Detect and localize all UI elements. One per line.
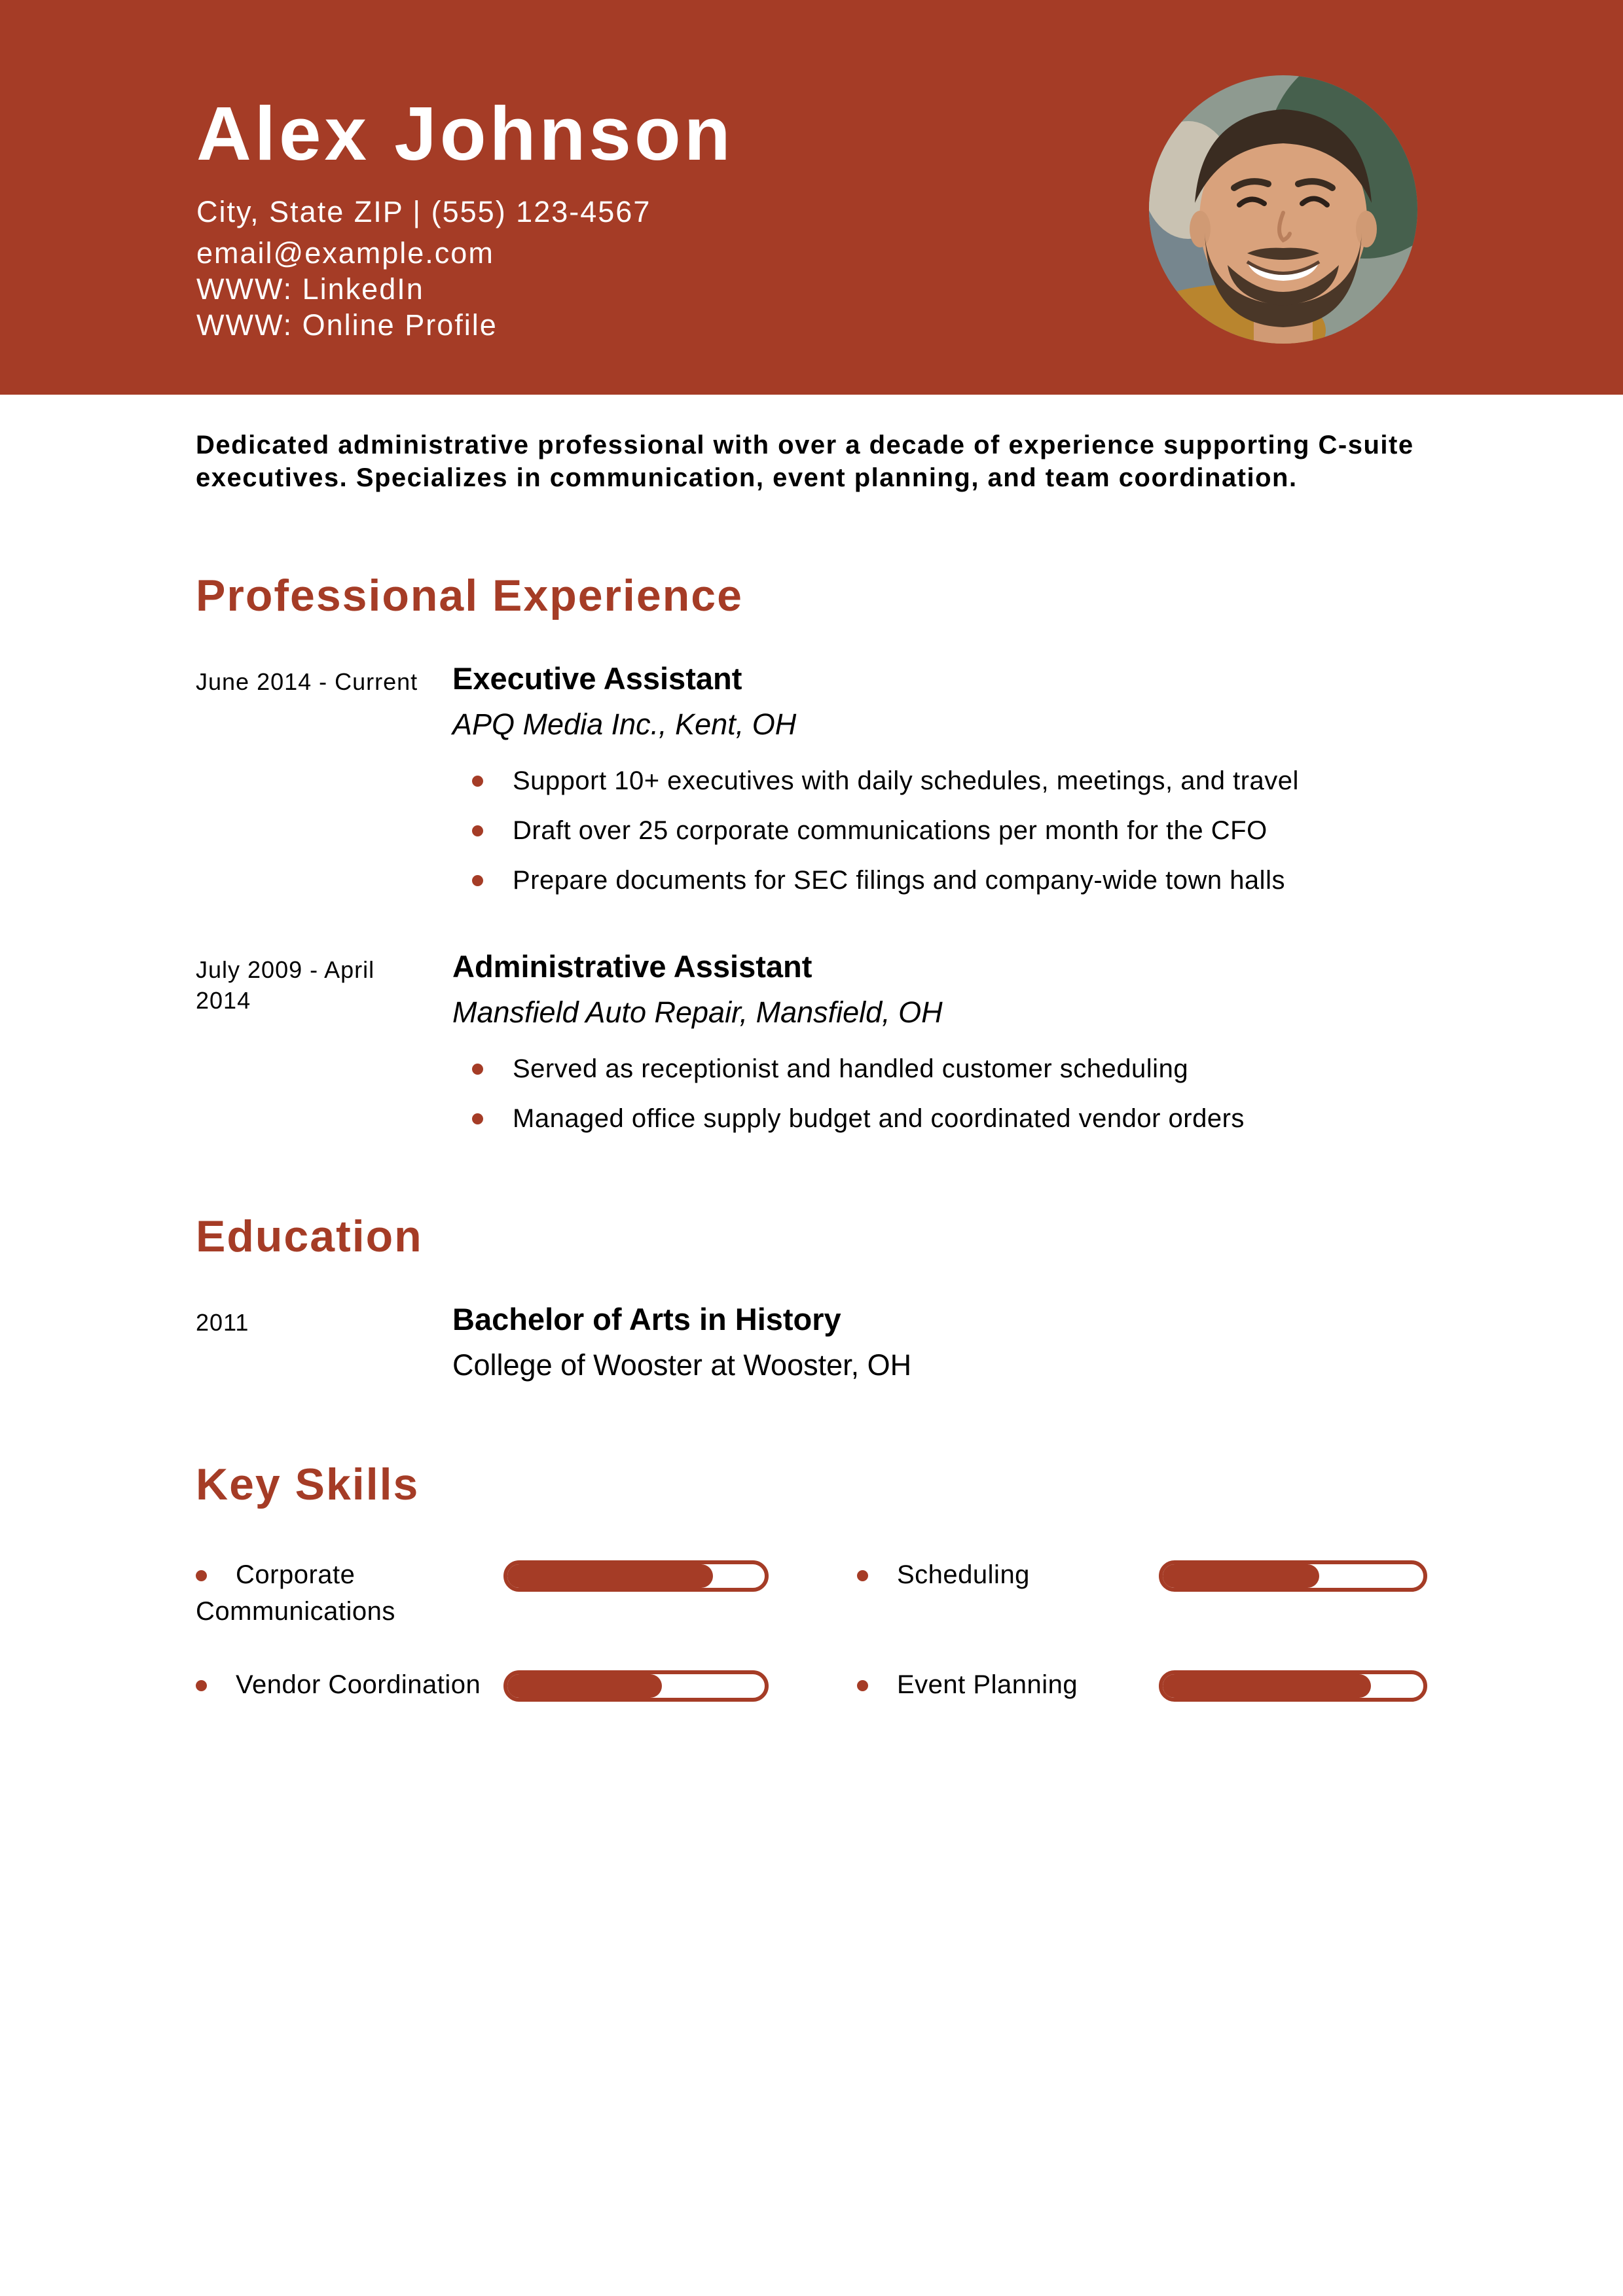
skills-grid <box>196 1556 1427 1703</box>
bullet-icon <box>196 1680 207 1691</box>
section-heading-experience: Professional Experience <box>196 571 743 620</box>
job-bullet <box>452 1102 1344 1135</box>
job-entry <box>196 949 1427 1135</box>
skill-label <box>769 1666 1159 1703</box>
job-bullet-text: Draft over 25 corporate communications per month for the CFO <box>513 816 1267 845</box>
bullet-icon <box>472 1064 483 1075</box>
skill-label-text: Corporate Communications <box>196 1560 395 1626</box>
education-degree: Bachelor of Arts in History <box>452 1301 841 1336</box>
skill-bar-fill <box>507 1564 713 1588</box>
contact-line-online-profile: WWW: Online Profile <box>196 308 498 342</box>
job-details <box>452 949 1427 1135</box>
skill-bar <box>503 1560 769 1592</box>
skill-bar-fill <box>1163 1674 1371 1698</box>
section-heading-skills: Key Skills <box>196 1459 420 1509</box>
job-bullet-text: Managed office supply budget and coordinated vendor orders <box>513 1103 1245 1133</box>
skill-label <box>769 1556 1159 1593</box>
bullet-icon <box>857 1680 868 1691</box>
job-bullet-text: Served as receptionist and handled customer scheduling <box>513 1054 1189 1083</box>
education-school: College of Wooster at Wooster, OH <box>452 1348 912 1382</box>
job-dates: July 2009 - April 2014 <box>196 956 375 1014</box>
education-year: 2011 <box>196 1308 249 1336</box>
bullet-icon <box>472 825 483 836</box>
job-bullet-text: Prepare documents for SEC filings and company-wide town halls <box>513 865 1285 895</box>
job-title: Administrative Assistant <box>452 948 812 984</box>
job-bullet <box>452 764 1344 797</box>
job-dates: June 2014 - Current <box>196 668 418 695</box>
skill-bar <box>503 1670 769 1702</box>
job-details <box>452 661 1427 897</box>
job-bullet-list <box>452 1052 1427 1135</box>
skill-label-text: Vendor Coordination <box>236 1670 481 1699</box>
skill-label <box>196 1556 503 1630</box>
job-bullet-text: Support 10+ executives with daily schedules, meetings, and travel <box>513 766 1299 795</box>
bullet-icon <box>472 875 483 886</box>
skill-bar <box>1159 1560 1427 1592</box>
bullet-icon <box>196 1570 207 1581</box>
contact-line-email: email@example.com <box>196 236 494 270</box>
skill-bar <box>1159 1670 1427 1702</box>
job-bullet <box>452 1052 1344 1085</box>
job-bullet <box>452 864 1344 897</box>
skill-bar-fill <box>1163 1564 1319 1588</box>
header-band <box>0 0 1623 395</box>
section-heading-education: Education <box>196 1211 423 1261</box>
job-entry <box>196 661 1427 897</box>
education-details <box>452 1302 1427 1383</box>
skill-bar-fill <box>507 1674 662 1698</box>
job-title: Executive Assistant <box>452 660 742 696</box>
skill-label <box>196 1666 503 1703</box>
bullet-icon <box>857 1570 868 1581</box>
contact-line-location-phone: City, State ZIP | (555) 123-4567 <box>196 195 651 228</box>
skill-label-text: Event Planning <box>897 1670 1078 1699</box>
person-name: Alex Johnson <box>196 91 734 176</box>
job-bullet-list <box>452 764 1427 897</box>
job-bullet <box>452 814 1344 847</box>
profile-photo <box>1149 75 1417 344</box>
bullet-icon <box>472 1113 483 1124</box>
resume-body <box>0 429 1623 1703</box>
job-company: APQ Media Inc., Kent, OH <box>452 707 797 741</box>
contact-line-linkedin: WWW: LinkedIn <box>196 272 424 306</box>
bullet-icon <box>472 776 483 787</box>
skill-label-text: Scheduling <box>897 1560 1030 1589</box>
job-company: Mansfield Auto Repair, Mansfield, OH <box>452 995 943 1029</box>
education-entry <box>196 1302 1427 1383</box>
summary-paragraph: Dedicated administrative professional with over a decade of experience supporting C-suite executives. Specializes in communication, event planning, and team coordination. <box>196 431 1414 492</box>
